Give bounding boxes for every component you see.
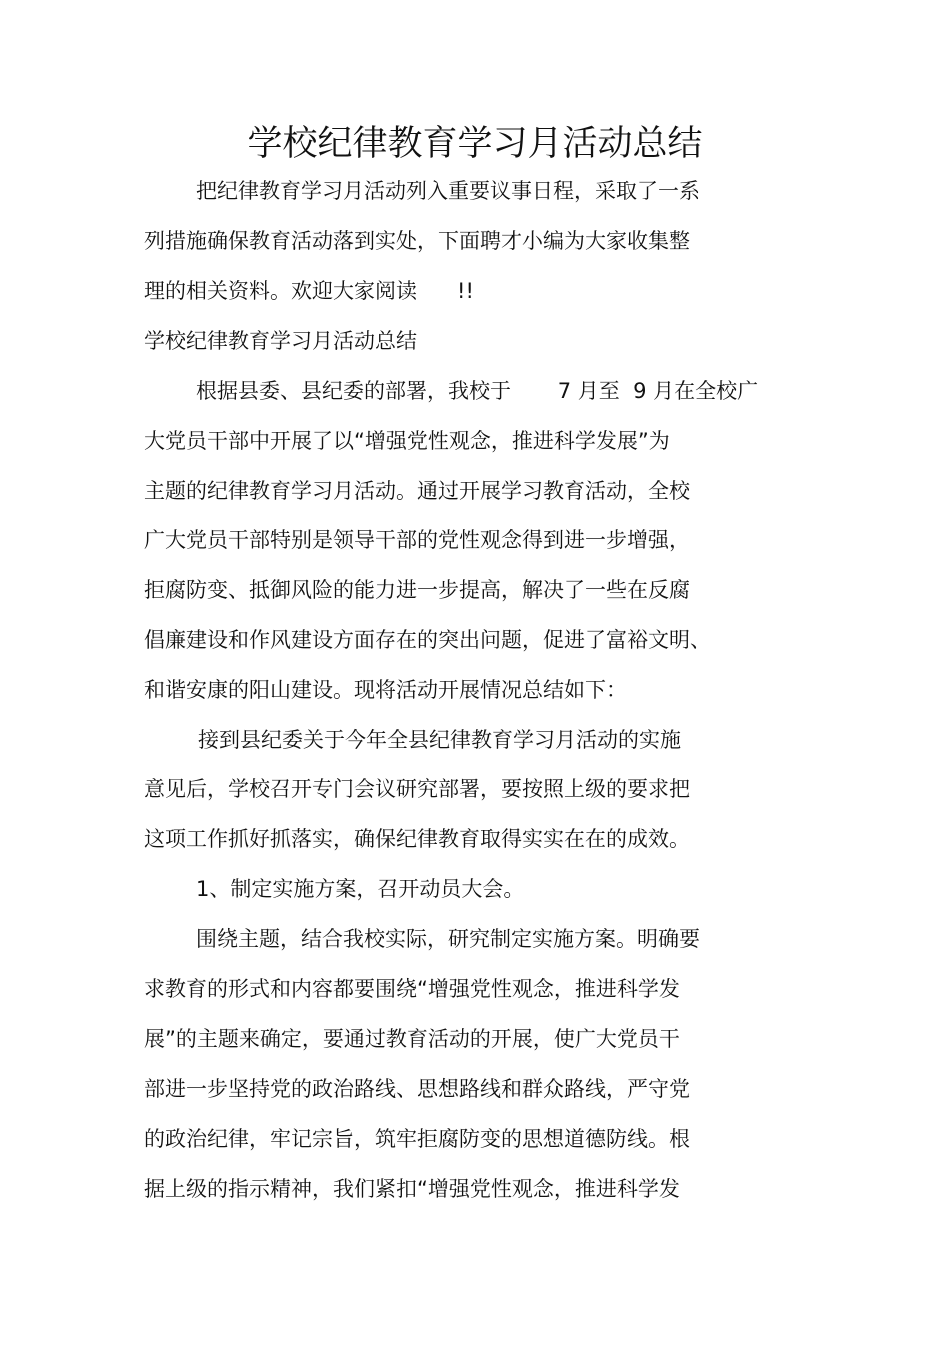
paragraph-line: 主题的纪律教育学习月活动。通过开展学习教育活动，全校 bbox=[144, 479, 690, 503]
paragraph-line: 接到县纪委关于今年全县纪律教育学习月活动的实施 bbox=[198, 728, 681, 752]
paragraph-line: 把纪律教育学习月活动列入重要议事日程，采取了一系 bbox=[196, 179, 700, 203]
list-item-heading: 1、制定实施方案，召开动员大会。 bbox=[196, 877, 525, 901]
paragraph-line: 列措施确保教育活动落到实处，下面聘才小编为大家收集整 bbox=[144, 229, 690, 253]
paragraph-line: 展”的主题来确定，要通过教育活动的开展，使广大党员干 bbox=[144, 1027, 680, 1051]
paragraph-line: 围绕主题，结合我校实际，研究制定实施方案。明确要 bbox=[196, 927, 700, 951]
paragraph-line: 倡廉建设和作风建设方面存在的突出问题，促进了富裕文明、 bbox=[144, 628, 711, 652]
paragraph-line: 理的相关资料。欢迎大家阅读 !! bbox=[144, 279, 474, 303]
paragraph-line: 据上级的指示精神，我们紧扣“增强党性观念，推进科学发 bbox=[144, 1177, 680, 1201]
section-heading: 学校纪律教育学习月活动总结 bbox=[144, 329, 417, 353]
paragraph-line: 大党员干部中开展了以“增强党性观念，推进科学发展”为 bbox=[144, 429, 670, 453]
paragraph-line: 拒腐防变、抵御风险的能力进一步提高，解决了一些在反腐 bbox=[144, 578, 690, 602]
paragraph-line: 求教育的形式和内容都要围绕“增强党性观念，推进科学发 bbox=[144, 977, 680, 1001]
paragraph-line: 根据县委、县纪委的部署，我校于 7 月至 9 月在全校广 bbox=[196, 379, 759, 403]
paragraph-line: 这项工作抓好抓落实，确保纪律教育取得实实在在的成效。 bbox=[144, 827, 690, 851]
paragraph-line: 的政治纪律，牢记宗旨，筑牢拒腐防变的思想道德防线。根 bbox=[144, 1127, 690, 1151]
paragraph-line: 部进一步坚持党的政治路线、思想路线和群众路线，严守党 bbox=[144, 1077, 690, 1101]
document-title: 学校纪律教育学习月活动总结 bbox=[247, 124, 703, 164]
paragraph-line: 和谐安康的阳山建设。现将活动开展情况总结如下： bbox=[144, 678, 627, 702]
paragraph-line: 广大党员干部特别是领导干部的党性观念得到进一步增强， bbox=[144, 528, 690, 552]
paragraph-line: 意见后，学校召开专门会议研究部署，要按照上级的要求把 bbox=[144, 777, 690, 801]
